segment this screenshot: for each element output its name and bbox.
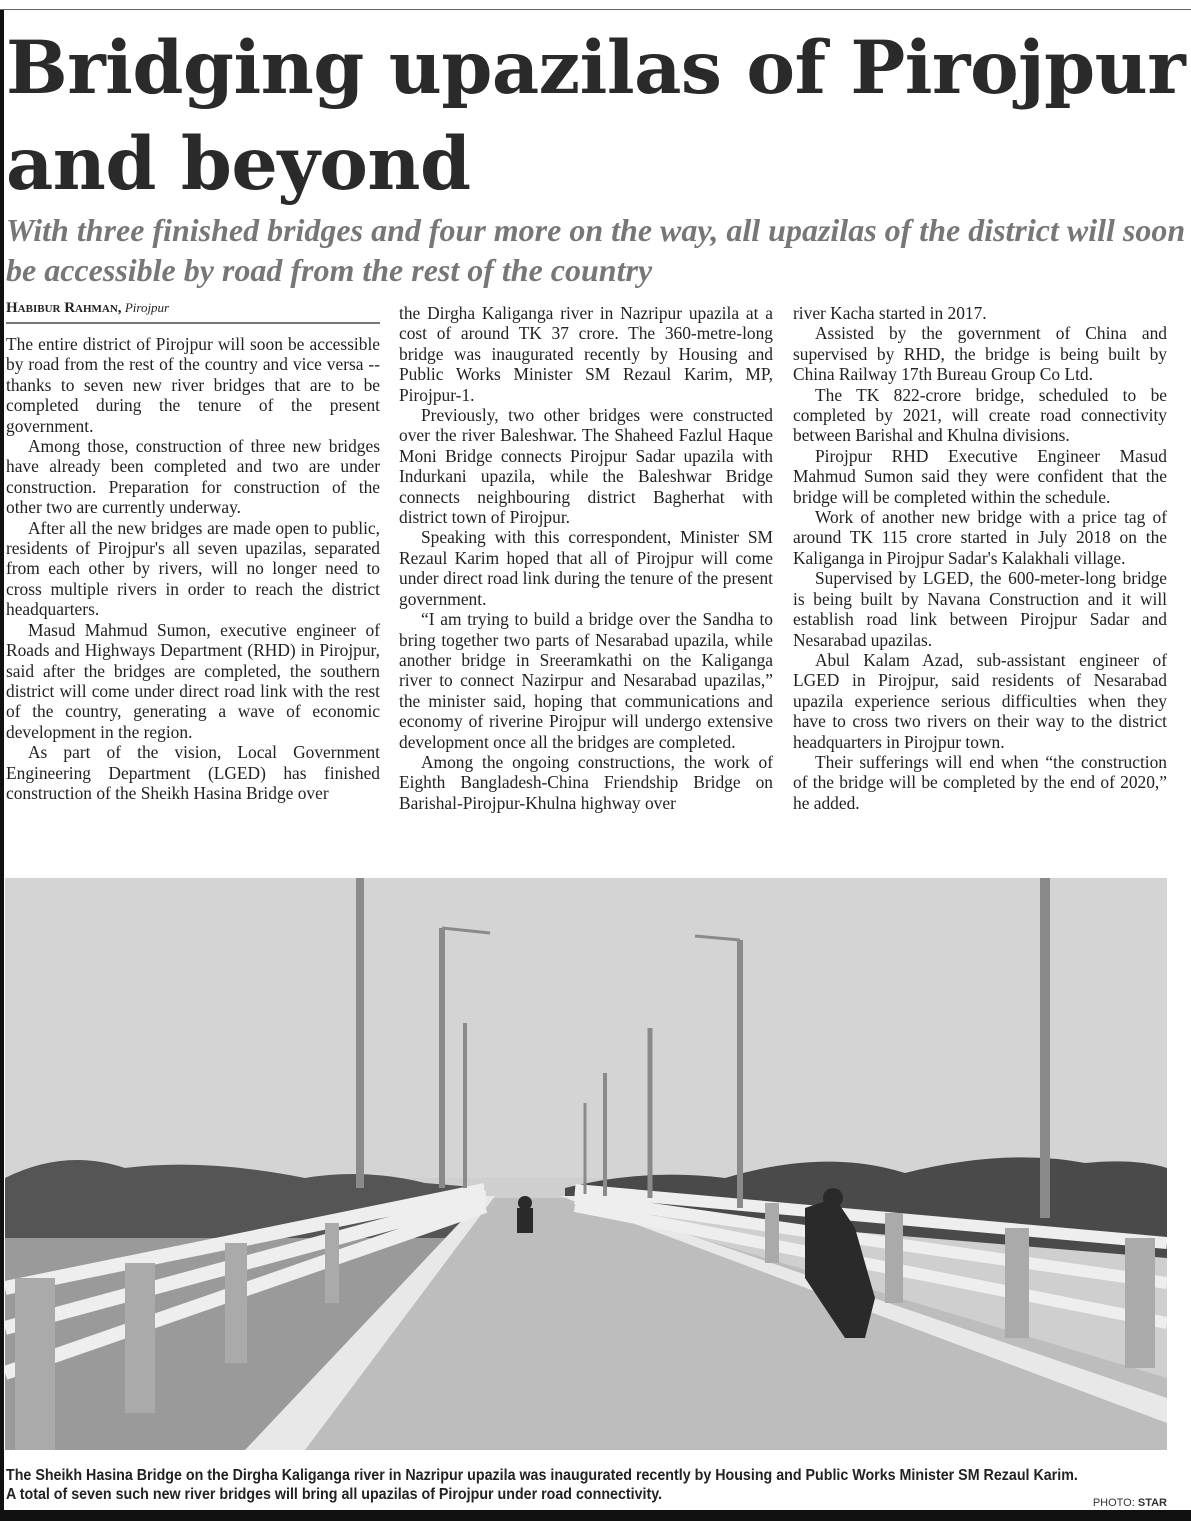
credit-label: PHOTO: — [1092, 1497, 1135, 1509]
paragraph: the Dirgha Kaliganga river in Nazripur upazila at a cost of around TK 37 crore. The 360-metre-long bridge was inaugurated recently by Housing and Public Works Minister SM Rezaul Karim, MP, Pirojpur-1. — [399, 303, 773, 405]
bottom-bar — [0, 1510, 1191, 1521]
photo-credit — [1093, 1497, 1167, 1509]
paragraph: Supervised by LGED, the 600-meter-long bridge is being built by Navana Construction and it will establish road link between Pirojpur Sadar and Nesarabad upazilas. — [793, 568, 1167, 650]
paragraph: Previously, two other bridges were constructed over the river Baleshwar. The Shaheed Fazlul Haque Moni Bridge connects Pirojpur Sadar upazila with Indurkani upazila, while the Baleshwar Bridge connects neighbouring district Bagherhat with district town of Pirojpur. — [399, 405, 773, 528]
paragraph: After all the new bridges are made open to public, residents of Pirojpur's all seven upazilas, separated from each other by rivers, will no longer need to cross multiple rivers in order to reach the district headquarters. — [6, 517, 380, 620]
paragraph: Assisted by the government of China and supervised by RHD, the bridge is being built by China Railway 17th Bureau Group Co Ltd. — [793, 323, 1167, 385]
left-edge-bar — [0, 10, 4, 1521]
paragraph: Among the ongoing constructions, the work of Eighth Bangladesh-China Friendship Bridge on Barishal-Pirojpur-Khulna highway over — [399, 751, 773, 813]
caption-line-1: The Sheikh Hasina Bridge on the Dirgha Kaliganga river in Nazripur upazila was inaugurated recently by Housing and Public Works Minister SM Rezaul Karim. — [6, 1467, 1078, 1484]
byline — [6, 300, 169, 317]
headline-line-2: and beyond — [6, 121, 471, 207]
author-name: Habibur Rahman, — [6, 300, 122, 316]
subheadline: With three finished bridges and four more on the way, all upazilas of the district will soon be accessible by road from the rest of the country — [6, 212, 1186, 288]
paragraph: As part of the vision, Local Government Engineering Department (LGED) has finished construction of the Sheikh Hasina Bridge over — [6, 742, 380, 803]
paragraph: Pirojpur RHD Executive Engineer Masud Mahmud Sumon said they were confident that the bridge will be completed within the schedule. — [793, 445, 1167, 507]
paragraph: river Kacha started in 2017. — [793, 303, 987, 323]
top-rule — [0, 9, 1191, 10]
paragraph: Masud Mahmud Sumon, executive engineer of Roads and Highways Department (RHD) in Pirojpur, said after the bridges are completed, the southern district will come under direct road link with the rest of the country, generating a wave of economic development in the region. — [6, 619, 380, 742]
paragraph: Among those, construction of three new bridges have already been completed and two are under construction. Preparation for construction of the other two are currently underway. — [6, 436, 380, 518]
dateline-location: Pirojpur — [124, 300, 170, 315]
paragraph: Speaking with this correspondent, Minister SM Rezaul Karim hoped that all of Pirojpur will come under direct road link during the tenure of the present government. — [399, 527, 773, 609]
caption-line-2: A total of seven such new river bridges will bring all upazilas of Pirojpur under road connectivity. — [6, 1486, 663, 1503]
article-column-2 — [399, 303, 773, 813]
paragraph: The TK 822-crore bridge, scheduled to be completed by 2021, will create road connectivity between Barishal and Khulna divisions. — [793, 384, 1167, 446]
photo-caption — [6, 1466, 1092, 1504]
paragraph: Their sufferings will end when “the construction of the bridge will be completed by the end of 2020,” he added. — [793, 751, 1167, 813]
article-column-1 — [6, 334, 380, 803]
bridge-photo — [5, 878, 1167, 1450]
paragraph: The entire district of Pirojpur will soon be accessible by road from the rest of the country and vice versa -- thanks to seven new river bridges that are to be completed during the tenure of the present government. — [6, 334, 380, 436]
credit-source: STAR — [1137, 1497, 1167, 1509]
article-column-3 — [793, 303, 1167, 813]
headline-line-1: Bridging upazilas of Pirojpur — [6, 25, 1186, 111]
paragraph: “I am trying to build a bridge over the Sandha to bring together two parts of Nesarabad upazila, while another bridge in Sreeramkathi on the Kaliganga river to connect Nazirpur and Nesarabad upazilas,” the minister said, hoping that communications and economy of riverine Pirojpur will undergo extensive development once all the bridges are completed. — [399, 609, 773, 752]
paragraph: Work of another new bridge with a price tag of around TK 115 crore started in July 2018 on the Kaliganga in Pirojpur Sadar's Kalakhali village. — [793, 507, 1167, 568]
paragraph: Abul Kalam Azad, sub-assistant engineer of LGED in Pirojpur, said residents of Nesarabad upazila experience serious difficulties when they have to cross two rivers on their way to the district headquarters in Pirojpur town. — [793, 649, 1167, 752]
headline — [6, 20, 1186, 212]
byline-rule — [6, 322, 380, 324]
